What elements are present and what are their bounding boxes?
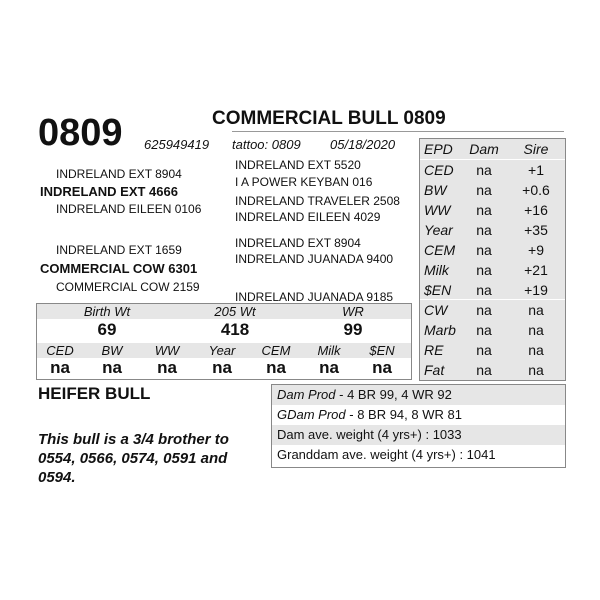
- epd-sire: +0.6: [522, 182, 550, 198]
- weaning-weight-label: 205 Wt: [214, 304, 256, 319]
- epd-sire: +16: [524, 202, 548, 218]
- epd-dam: na: [476, 302, 492, 318]
- epd-row-cem: [420, 240, 565, 260]
- epd-table: [419, 138, 566, 381]
- registration-number: 625949419: [144, 137, 210, 152]
- epd-row-re: [420, 340, 565, 360]
- pedigree-dam: COMMERCIAL COW 6301: [40, 261, 198, 276]
- calf-epd-value: na: [266, 358, 286, 377]
- epd-row-ced: [420, 160, 565, 180]
- epd-sire: +1: [528, 162, 544, 178]
- epd-row-bw: [420, 180, 565, 200]
- pedigree-dam-sire: INDRELAND EXT 1659: [56, 243, 182, 257]
- calf-epd-label: BW: [101, 343, 123, 358]
- tattoo: tattoo: 0809: [232, 137, 301, 152]
- dam-prod-row: [272, 385, 565, 405]
- production-box: [271, 384, 566, 468]
- calf-epd-value: na: [372, 358, 392, 377]
- sibling-note: This bull is a 3/4 brother to 0554, 0566, 0574, 0591 and 0594.: [38, 431, 229, 486]
- category-label: HEIFER BULL: [38, 384, 151, 403]
- calf-epd-box: [36, 343, 412, 380]
- gdam-prod-row: [272, 405, 565, 425]
- epd-label: CED: [424, 162, 454, 178]
- epd-sire: +19: [524, 282, 548, 298]
- epd-label: WW: [424, 202, 451, 218]
- epd-row-milk: [420, 260, 565, 280]
- pedigree-dam-sire-sire: INDRELAND EXT 8904: [235, 236, 361, 250]
- epd-dam: na: [476, 182, 492, 198]
- weaning-ratio-value: 99: [343, 320, 363, 339]
- epd-label: $EN: [424, 282, 452, 298]
- calf-epd-label: $EN: [369, 343, 395, 358]
- epd-sire: na: [528, 362, 544, 378]
- epd-label: CEM: [424, 242, 456, 258]
- calf-epd-value: na: [319, 358, 339, 377]
- epd-label: BW: [424, 182, 447, 198]
- calf-epd-value: na: [50, 358, 70, 377]
- calf-epd-label: CEM: [261, 343, 291, 358]
- weaning-ratio-label: WR: [342, 304, 364, 319]
- epd-header-sire: Sire: [523, 141, 549, 157]
- epd-dam: na: [476, 362, 492, 378]
- epd-dam: na: [476, 322, 492, 338]
- epd-label: Milk: [424, 262, 449, 278]
- pedigree-sire: INDRELAND EXT 4666: [40, 184, 178, 199]
- pedigree-dam-dam-dam: INDRELAND JUANADA 9185: [235, 290, 394, 304]
- calf-epd-value: na: [102, 358, 122, 377]
- pedigree-sire-dam-dam: INDRELAND EILEEN 4029: [235, 210, 381, 224]
- epd-sire: +9: [528, 242, 544, 258]
- epd-row-cw: [420, 300, 565, 320]
- pedigree-sire-dam-sire: INDRELAND TRAVELER 2508: [235, 194, 400, 208]
- epd-label: Fat: [424, 362, 445, 378]
- calf-epd-label: CED: [46, 343, 74, 358]
- calf-epd-value: na: [157, 358, 177, 377]
- pedigree-sire-sire-sire: INDRELAND EXT 5520: [235, 158, 361, 172]
- epd-dam: na: [476, 342, 492, 358]
- page-title: COMMERCIAL BULL 0809: [212, 108, 446, 129]
- epd-sire: na: [528, 342, 544, 358]
- weaning-weight-value: 418: [220, 320, 250, 339]
- epd-header-epd: EPD: [424, 141, 453, 157]
- epd-label: CW: [424, 302, 448, 318]
- epd-dam: na: [476, 242, 492, 258]
- calf-epd-label: Year: [208, 343, 236, 358]
- pedigree-sire-dam: INDRELAND EILEEN 0106: [56, 202, 202, 216]
- epd-dam: na: [476, 202, 492, 218]
- epd-header-row: [420, 139, 565, 159]
- pedigree-dam-dam: COMMERCIAL COW 2159: [56, 280, 200, 294]
- epd-header-dam: Dam: [469, 141, 499, 157]
- epd-sire: na: [528, 322, 544, 338]
- epd-dam: na: [476, 162, 492, 178]
- calf-epd-value: na: [212, 358, 232, 377]
- epd-row-marb: [420, 320, 565, 340]
- calf-epd-label: WW: [154, 343, 180, 358]
- epd-row-fat: [420, 360, 565, 380]
- weights-box: [36, 303, 412, 345]
- pedigree-sire-sire-dam: I A POWER KEYBAN 016: [235, 175, 373, 189]
- epd-sire: +21: [524, 262, 548, 278]
- epd-dam: na: [476, 282, 492, 298]
- epd-sire: +35: [524, 222, 548, 238]
- dam-weight-row: Dam ave. weight (4 yrs+) : 1033: [272, 425, 565, 445]
- pedigree-sire-sire: INDRELAND EXT 8904: [56, 167, 182, 181]
- calf-epd-label: Milk: [317, 343, 341, 358]
- gdam-prod-label: GDam Prod: [277, 407, 346, 422]
- epd-row-year: [420, 220, 565, 240]
- title-underline: [232, 131, 564, 132]
- epd-sire: na: [528, 302, 544, 318]
- dam-prod-label: Dam Prod: [277, 387, 336, 402]
- birth-weight-label: Birth Wt: [83, 304, 131, 319]
- pedigree-dam-sire-dam: INDRELAND JUANADA 9400: [235, 252, 394, 266]
- gdam-prod-value: - 8 BR 94, 8 WR 81: [345, 407, 462, 422]
- epd-label: Year: [424, 222, 453, 238]
- birth-date: 05/18/2020: [330, 137, 396, 152]
- epd-row-en: [420, 280, 565, 300]
- lot-number: 0809: [38, 112, 123, 154]
- epd-row-ww: [420, 200, 565, 220]
- epd-dam: na: [476, 222, 492, 238]
- epd-label: Marb: [424, 322, 456, 338]
- dam-prod-value: - 4 BR 99, 4 WR 92: [335, 387, 452, 402]
- epd-dam: na: [476, 262, 492, 278]
- epd-label: RE: [424, 342, 444, 358]
- birth-weight-value: 69: [97, 320, 117, 339]
- granddam-weight-row: Granddam ave. weight (4 yrs+) : 1041: [277, 447, 496, 462]
